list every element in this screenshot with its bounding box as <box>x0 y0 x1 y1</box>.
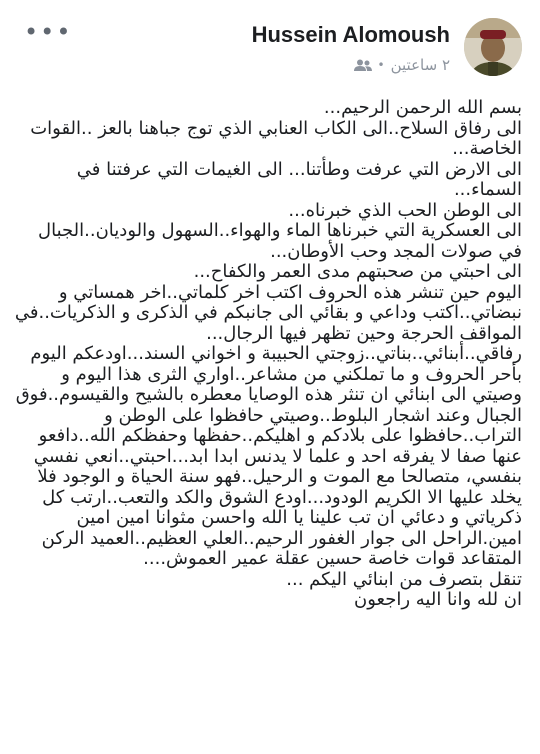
post-paragraph: بسم الله الرحمن الرحيم... <box>323 97 522 118</box>
post-paragraph: ان لله وانا اليه راجعون <box>354 589 522 610</box>
post-paragraph: الى الوطن الحب الذي خبرناه... <box>288 199 522 221</box>
post-paragraph: تنقل بتصرف من ابنائي اليكم ... <box>286 568 522 590</box>
post-time[interactable]: ٢ ساعتين <box>390 56 450 74</box>
avatar-image <box>464 18 522 76</box>
post-paragraph: الى الارض التي عرفت وطأتنا... الى الغيمات التي عرفتنا في السماء... <box>76 158 522 200</box>
post-header <box>0 0 540 92</box>
post-paragraph: الى رفاق السلاح..الى الكاب العنابي الذي توج جباهنا بالعز ..القوات الخاصة... <box>30 117 522 159</box>
post-paragraph: الى العسكرية التي خبرناها الماء والهواء..السهول والوديان..الجبال في صولات المجد وحب الأوطان... <box>38 220 522 262</box>
post-body <box>14 98 522 611</box>
author-name[interactable]: Hussein Alomoush <box>251 22 450 47</box>
post-meta <box>354 56 450 74</box>
post-paragraph: الى احبتي من صحبتهم مدى العمر والكفاح... <box>193 261 522 282</box>
author-avatar[interactable] <box>464 18 522 76</box>
friends-icon[interactable] <box>354 59 372 72</box>
more-options-icon[interactable]: ••• <box>24 18 73 46</box>
post-paragraph: اليوم حين تنشر هذه الحروف اكتب اخر كلماتي..اخر همساتي و نبضاتي..اكتب وداعي و بقائي الى جانبكم في الذكرى و الذكريات..في المواقف الحرجة وحين تظهر فيها الرجال... <box>14 281 522 344</box>
meta-separator: • <box>377 58 385 72</box>
post-paragraph: رفاقي..أبنائي..بناتي..زوجتي الحبيبة و اخواني السند...اودعكم اليوم بأحر الحروف و ما تملكني من مشاعر..اواري الثرى هذا اليوم و وصيتي الى ابنائي ان تنثر هذه الوصايا معطره بالشيح والقيسوم..فوق الجبال وعند اشجار البلوط..وصيتي حافظوا على الوطن و التراب..حافظوا على بلادكم و اهليكم..حفظها وحفظكم الله..دافعو عنها صفا لا يفرقه احد و علما لا يدنس ابدا ابد...احبتي..انعي نفسي بنفسي، متصالحا مع الموت و الرحيل..فهو سنة الحياة و الوجود فلا يخلد عليها الا الكريم الودود...اودع الشوق والكد والتعب..ارتب كل ذكرياتي و دعائي ان تب علينا يا الله واحسن مثوانا امين امين امين.الراحل الى جوار الغفور الرحيم..العلي العظيم..العميد الركن المتقاعد قوات خاصة حسين عقلة عمير العموش.... <box>15 343 522 569</box>
